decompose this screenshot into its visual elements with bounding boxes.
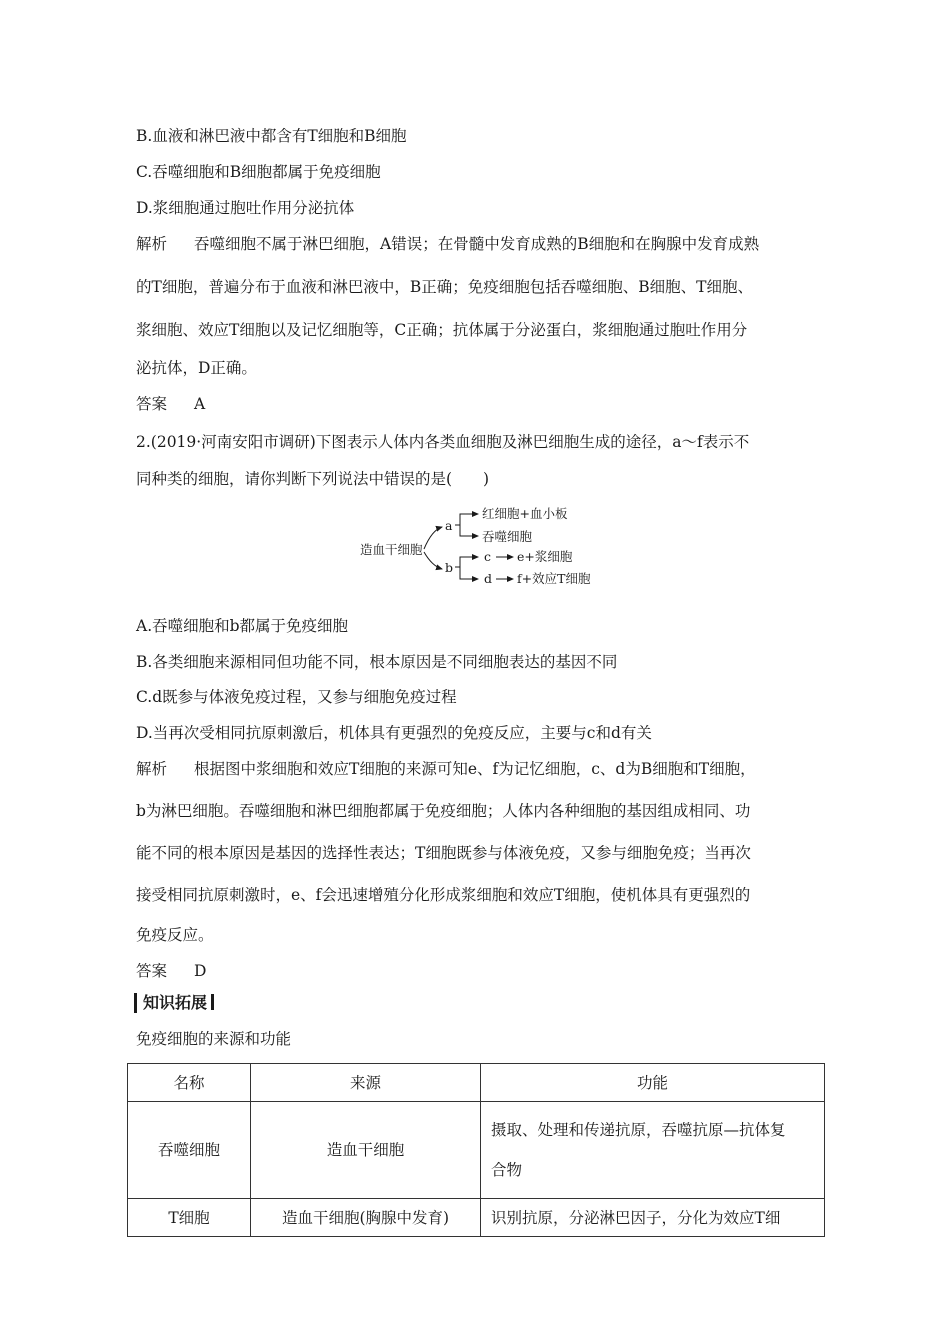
analysis2-line-1	[136, 759, 826, 779]
analysis2-line-5: 免疫反应。	[136, 926, 214, 944]
arrow-root-b	[424, 552, 442, 569]
option-a: A.吞噬细胞和b都属于免疫细胞	[136, 617, 349, 635]
analysis1-line-1	[136, 234, 826, 254]
header-name: 名称	[128, 1064, 251, 1102]
diagram-b: b	[445, 560, 454, 575]
diagram-a2: 吞噬细胞	[482, 529, 533, 544]
answer1-label: 答案	[136, 395, 168, 413]
cell-source: 造血干细胞(胸腺中发育)	[251, 1199, 481, 1237]
cell-function-line-2: 合物	[491, 1161, 523, 1179]
analysis1-line-3: 浆细胞、效应T细胞以及记忆细胞等，C正确；抗体属于分泌蛋白，浆细胞通过胞吐作用分	[136, 321, 748, 339]
analysis2-text-1: 根据图中浆细胞和效应T细胞的来源可知e、f为记忆细胞，c、d为B细胞和T细胞，	[194, 760, 756, 778]
cell-source: 造血干细胞	[251, 1102, 481, 1199]
arrow-b-d	[460, 567, 478, 579]
diagram-c-out: e+浆细胞	[517, 549, 573, 564]
diagram-c: c	[484, 549, 492, 564]
analysis2-line-3: 能不同的根本原因是基因的选择性表达；T细胞既参与体液免疫，又参与细胞免疫；当再次	[136, 844, 751, 862]
answer1-value: A	[194, 395, 206, 413]
analysis2-line-4: 接受相同抗原刺激时，e、f会迅速增殖分化形成浆细胞和效应T细胞，使机体具有更强烈的	[136, 886, 751, 904]
analysis1-label: 解析	[136, 235, 168, 253]
diagram-d: d	[484, 571, 493, 586]
option-b-prev: B.血液和淋巴液中都含有T细胞和B细胞	[136, 127, 407, 145]
arrow-a-2	[460, 525, 478, 536]
analysis2-line-2: b为淋巴细胞。吞噬细胞和淋巴细胞都属于免疫细胞；人体内各种细胞的基因组成相同、功	[136, 802, 751, 820]
extension-title-bar	[211, 994, 214, 1010]
arrow-root-a	[424, 527, 442, 549]
extension-title-text: 知识拓展	[143, 993, 208, 1012]
arrow-a-1	[455, 514, 478, 525]
analysis1-text-1: 吞噬细胞不属于淋巴细胞，A错误；在骨髓中发育成熟的B细胞和在胸腺中发育成熟	[194, 235, 760, 253]
analysis1-line-2: 的T细胞，普遍分布于血液和淋巴液中，B正确；免疫细胞包括吞噬细胞、B细胞、T细胞、	[136, 278, 753, 296]
header-source: 来源	[251, 1064, 481, 1102]
diagram-a1: 红细胞+血小板	[482, 506, 568, 521]
question2-line-2: 同种类的细胞，请你判断下列说法中错误的是( )	[136, 470, 490, 488]
answer2-value: D	[194, 962, 207, 980]
option-d-prev: D.浆细胞通过胞吐作用分泌抗体	[136, 199, 355, 217]
arrow-b-c	[455, 557, 478, 567]
option-b: B.各类细胞来源相同但功能不同，根本原因是不同细胞表达的基因不同	[136, 653, 618, 671]
table-row	[128, 1199, 825, 1237]
cell-function-line-1: 摄取、处理和传递抗原，吞噬抗原—抗体复	[491, 1121, 786, 1139]
answer2	[136, 961, 826, 981]
analysis2-label: 解析	[136, 760, 168, 778]
answer1	[136, 394, 826, 414]
diagram-a: a	[445, 518, 453, 533]
option-d: D.当再次受相同抗原刺激后，机体具有更强烈的免疫反应，主要与c和d有关	[136, 724, 652, 742]
extension-title	[134, 993, 214, 1013]
cell-function	[481, 1102, 825, 1199]
cell-name: 吞噬细胞	[128, 1102, 251, 1199]
cell-function-line-1: 识别抗原，分泌淋巴因子，分化为效应T细	[491, 1208, 781, 1227]
immune-cell-table	[127, 1063, 825, 1237]
table-header-row	[128, 1064, 825, 1102]
diagram-d-out: f+效应T细胞	[517, 571, 591, 586]
option-c: C.d既参与体液免疫过程，又参与细胞免疫过程	[136, 688, 457, 706]
cell-function	[481, 1199, 825, 1237]
cell-origin-diagram	[356, 500, 616, 592]
table-row	[128, 1102, 825, 1199]
analysis1-line-4: 泌抗体，D正确。	[136, 359, 257, 377]
option-c-prev: C.吞噬细胞和B细胞都属于免疫细胞	[136, 163, 381, 181]
cell-name: T细胞	[128, 1199, 251, 1237]
question2-line-1: 2.(2019·河南安阳市调研)下图表示人体内各类血细胞及淋巴细胞生成的途径，a～f表示不	[136, 433, 750, 451]
diagram-root: 造血干细胞	[360, 542, 423, 557]
extension-subtitle: 免疫细胞的来源和功能	[136, 1030, 292, 1048]
header-function: 功能	[481, 1064, 825, 1102]
answer2-label: 答案	[136, 962, 168, 980]
